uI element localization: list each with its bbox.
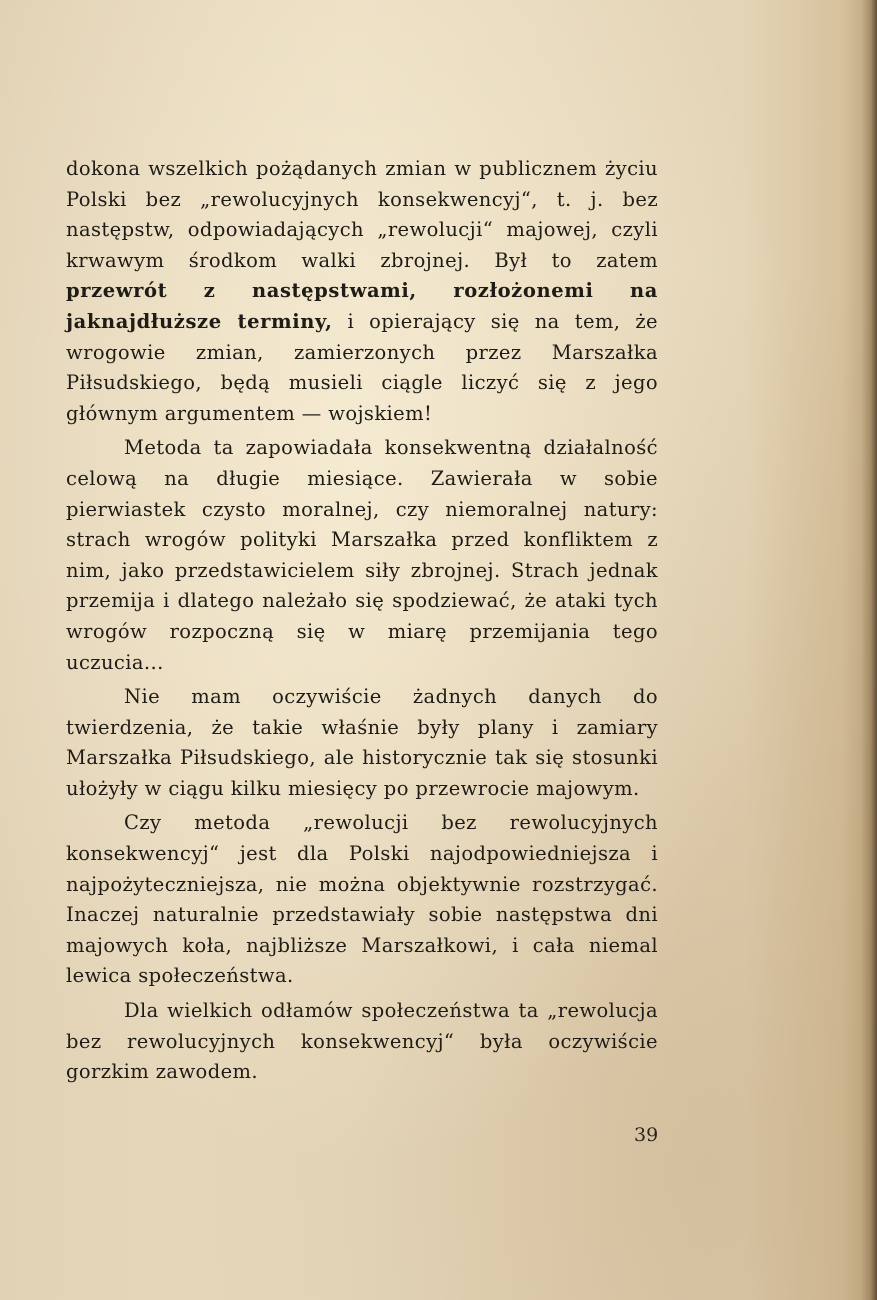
body-text [66,154,658,1088]
paragraph-4-text: Czy metoda „rewolucji bez rewolucyjnych konsekwencyj“ jest dla Polski najodpowiedniejsza i najpożyteczniejsza, nie można objektywnie rozstrzygać. Inaczej naturalnie przedstawiały sobie następstwa dni majowych koła, najbliższe Marszałkowi, i cała niemal lewica społeczeństwa. [66,811,658,988]
page-number: 39 [634,1124,659,1146]
paragraph-1 [66,154,658,429]
paragraph-3 [66,682,658,804]
paragraph-1-emphasis: przewrót z następstwami, rozłożonemi na jaknajdłuższe terminy, [66,279,658,333]
paragraph-5 [66,996,658,1088]
paragraph-2 [66,433,658,678]
paragraph-5-text: Dla wielkich odłamów społeczeństwa ta „rewolucja bez rewolucyjnych konsekwencyj“ była oczywiście gorzkim zawodem. [66,999,658,1084]
paragraph-1-text-b: i opierający się na tem, że wrogowie zmian, zamierzonych przez Marszałka Piłsudskiego, będą musieli ciągle liczyć się z jego głównym argumentem — wojskiem! [66,309,658,425]
paragraph-3-text: Nie mam oczywiście żadnych danych do twierdzenia, że takie właśnie były plany i zamiary Marszałka Piłsudskiego, ale historycznie tak się stosunki ułożyły w ciągu kilku miesięcy po przewrocie majowym. [66,685,658,800]
paragraph-1-text-a: dokona wszelkich pożądanych zmian w publicznem życiu Polski bez „rewolucyjnych konsekwencyj“, t. j. bez następstw, odpowiadających „rewolucji“ majowej, czyli krwawym środkom walki zbrojnej. Był to zatem [66,157,658,272]
page-edge-shadow [861,0,877,1300]
paragraph-2-text: Metoda ta zapowiadała konsekwentną działalność celową na długie miesiące. Zawierała w sobie pierwiastek czysto moralnej, czy niemoralnej natury: strach wrogów polityki Marszałka przed konfliktem z nim, jako przedstawicielem siły zbrojnej. Strach jednak przemija i dlatego należało się spodziewać, że ataki tych wrogów rozpoczną się w miarę przemijania tego uczucia... [66,436,658,674]
paragraph-4 [66,808,658,992]
